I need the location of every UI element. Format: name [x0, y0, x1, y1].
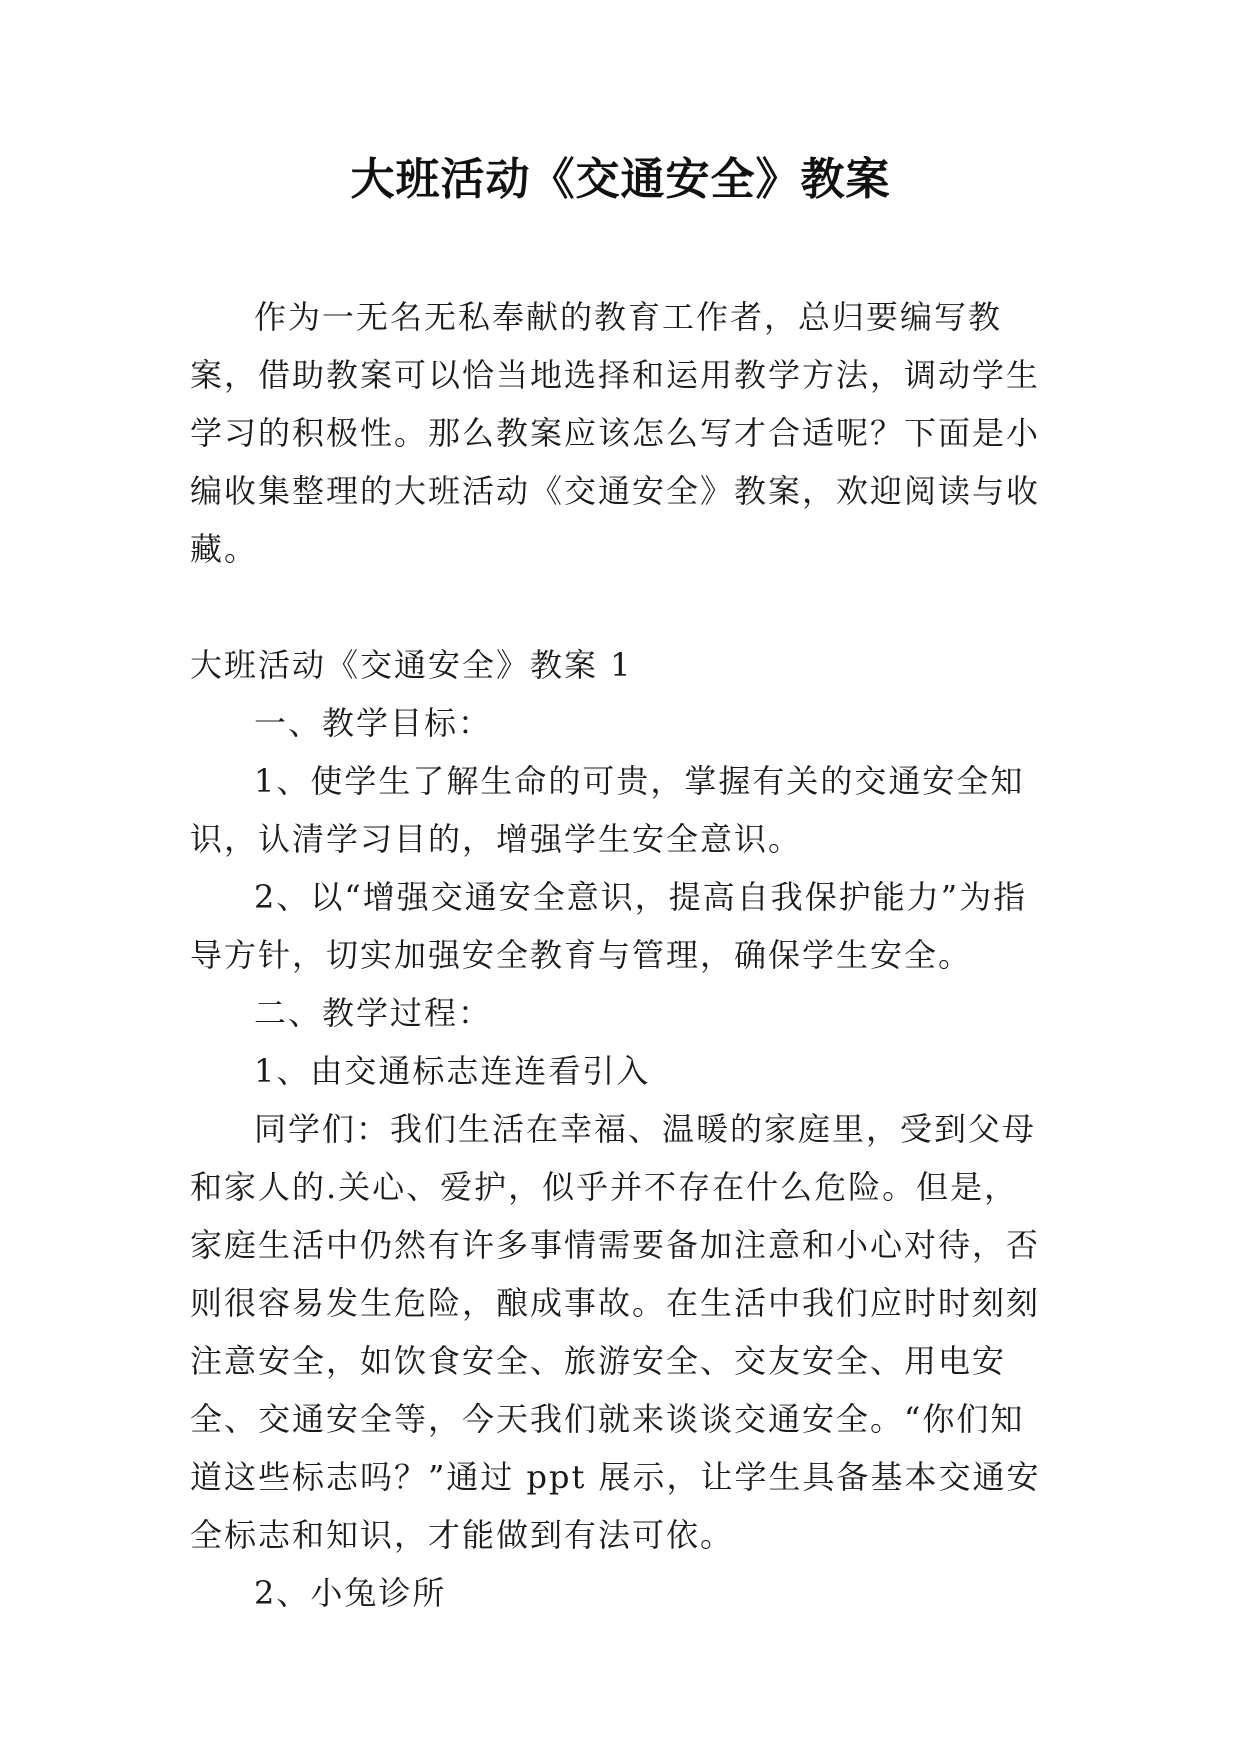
document-title: 大班活动《交通安全》教案 [350, 154, 891, 205]
process-heading: 二、教学过程： [254, 994, 493, 1032]
process-step-1-body: 同学们：我们生活在幸福、温暖的家庭里，受到父母和家人的.关心、爱护，似乎并不存在什么危险。但是，家庭生活中仍然有许多事情需要备加注意和小心对待，否则很容易发生危险，酿成事故。在生活中我们应时时刻刻注意安全，如饮食安全、旅游安全、交友安全、用电安全、交通安全等，今天我们就来谈谈交通安全。“你们知道这些标志吗？”通过 ppt 展示，让学生具备基本交通安全标志和知识，才能做到有法可依。 [190, 1110, 1041, 1554]
document-body [190, 288, 1052, 1622]
objective-item-2: 2、以“增强交通安全意识，提高自我保护能力”为指导方针，切实加强安全教育与管理，确保学生安全。 [190, 878, 1028, 974]
intro-paragraph: 作为一无名无私奉献的教育工作者，总归要编写教案，借助教案可以恰当地选择和运用教学方法，调动学生学习的积极性。那么教案应该怎么写才合适呢？下面是小编收集整理的大班活动《交通安全》教案，欢迎阅读与收藏。 [190, 298, 1041, 568]
process-step-1: 1、由交通标志连连看引入 [254, 1052, 651, 1090]
objectives-heading: 一、教学目标： [254, 704, 493, 742]
process-step-2: 2、小兔诊所 [254, 1574, 447, 1612]
objective-item-1: 1、使学生了解生命的可贵，掌握有关的交通安全知识，认清学习目的，增强学生安全意识。 [190, 762, 1025, 858]
section-heading: 大班活动《交通安全》教案 1 [190, 646, 633, 684]
